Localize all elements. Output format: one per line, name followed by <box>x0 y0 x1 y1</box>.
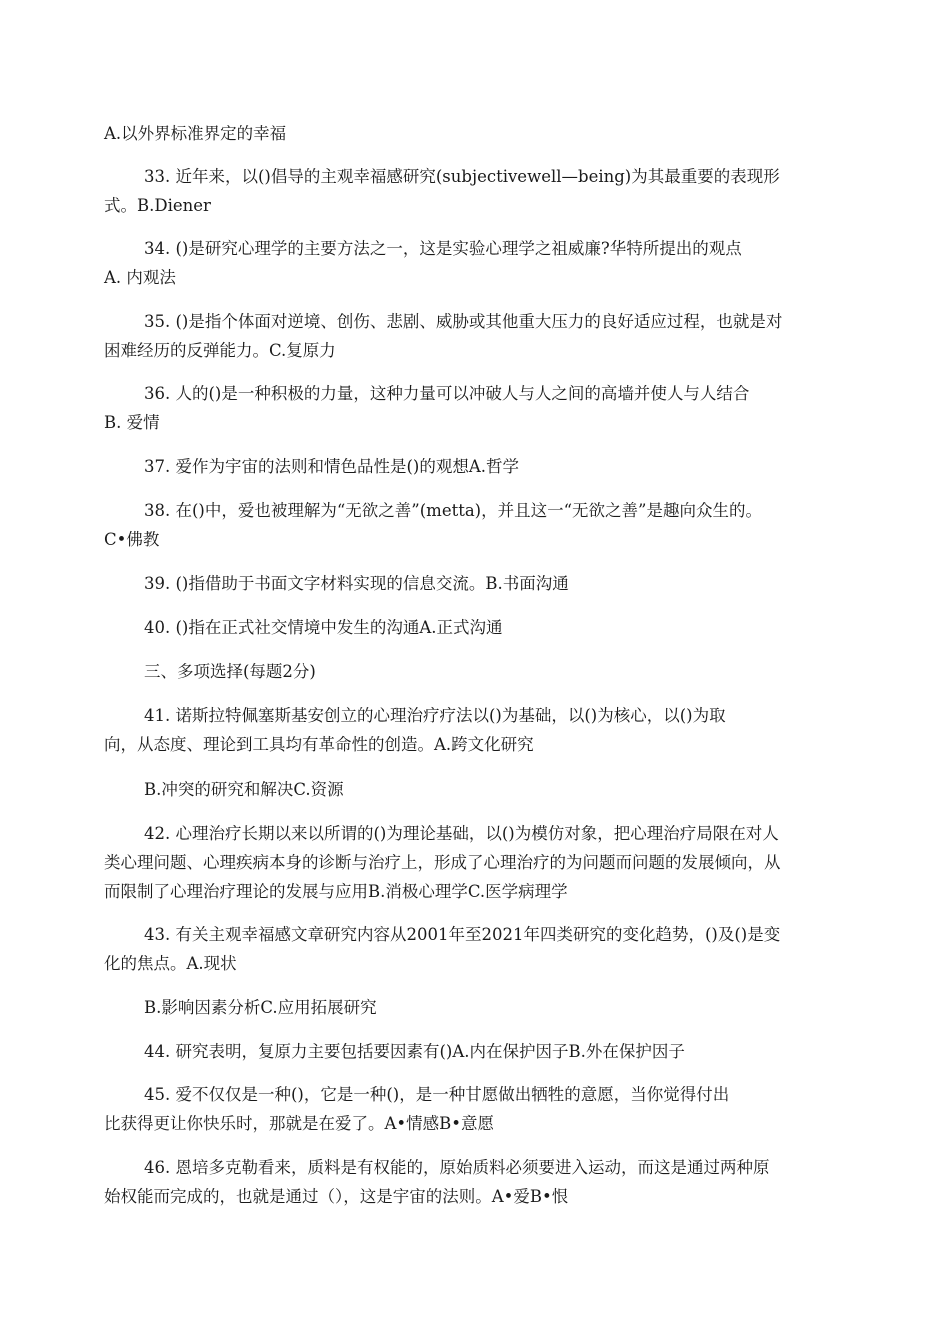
text-line: 向，从态度、理论到工具均有革命性的创造。A.跨文化研究 <box>104 735 534 754</box>
section-heading-multiple-choice <box>104 657 884 686</box>
text-line: A. 内观法 <box>104 268 176 287</box>
text-line: 42. 心理治疗长期以来以所谓的()为理论基础，以()为模仿对象，把心理治疗局限在对人 <box>144 824 779 843</box>
text-line: C•佛教 <box>104 530 160 549</box>
text-line: 困难经历的反弹能力。C.复原力 <box>104 341 336 360</box>
question-33 <box>104 162 884 220</box>
question-36 <box>104 379 884 437</box>
question-46 <box>104 1153 884 1211</box>
text-line: A.以外界标准界定的幸福 <box>104 124 287 143</box>
text-line: B.冲突的研究和解决C.资源 <box>144 780 344 799</box>
question-43 <box>104 920 884 978</box>
question-43-options <box>104 993 884 1022</box>
text-line: 44. 研究表明，复原力主要包括要因素有()A.内在保护因子B.外在保护因子 <box>144 1042 685 1061</box>
text-line: 38. 在()中，爱也被理解为“无欲之善”(metta)，并且这一“无欲之善”是趣向众生的。 <box>144 501 762 520</box>
text-line: 而限制了心理治疗理论的发展与应用B.消极心理学C.医学病理学 <box>104 882 568 901</box>
text-line: 比获得更让你快乐时，那就是在爱了。A•情感B•意愿 <box>104 1114 495 1133</box>
question-39 <box>104 569 884 598</box>
text-line: 41. 诺斯拉特佩塞斯基安创立的心理治疗疗法以()为基础，以()为核心，以()为取 <box>144 706 726 725</box>
text-line: 40. ()指在正式社交情境中发生的沟通A.正式沟通 <box>144 618 503 637</box>
text-line: 45. 爱不仅仅是一种()，它是一种()，是一种甘愿做出牺牲的意愿，当你觉得付出 <box>144 1085 730 1104</box>
question-41 <box>104 701 884 759</box>
text-line: 37. 爱作为宇宙的法则和情色品性是()的观想A.哲学 <box>144 457 520 476</box>
question-45 <box>104 1080 884 1138</box>
answer-line-a <box>104 119 884 148</box>
question-37 <box>104 452 884 481</box>
question-35 <box>104 307 884 365</box>
question-38 <box>104 496 884 554</box>
text-line: B. 爱情 <box>104 413 160 432</box>
question-42 <box>104 819 884 906</box>
text-line: 39. ()指借助于书面文字材料实现的信息交流。B.书面沟通 <box>144 574 569 593</box>
text-line: 33. 近年来，以()倡导的主观幸福感研究(subjectivewell—being)为其最重要的表现形 <box>144 167 780 186</box>
text-line: B.影响因素分析C.应用拓展研究 <box>144 998 377 1017</box>
text-line: 46. 恩培多克勒看来，质料是有权能的，原始质料必须要进入运动，而这是通过两种原 <box>144 1158 770 1177</box>
text-line: 三、多项选择(每题2分) <box>144 662 316 681</box>
text-line: 类心理问题、心理疾病本身的诊断与治疗上，形成了心理治疗的为问题而问题的发展倾向，从 <box>104 853 781 872</box>
text-line: 34. ()是研究心理学的主要方法之一，这是实验心理学之祖威廉?华特所提出的观点 <box>144 239 742 258</box>
text-line: 始权能而完成的，也就是通过（），这是宇宙的法则。A•爱B•恨 <box>104 1187 569 1206</box>
question-40 <box>104 613 884 642</box>
text-line: 36. 人的()是一种积极的力量，这种力量可以冲破人与人之间的高墙并使人与人结合 <box>144 384 750 403</box>
question-44 <box>104 1037 884 1066</box>
text-line: 43. 有关主观幸福感文章研究内容从2001年至2021年四类研究的变化趋势，()及()是变 <box>144 925 781 944</box>
question-34 <box>104 234 884 292</box>
question-41-options <box>104 775 884 804</box>
text-line: 35. ()是指个体面对逆境、创伤、悲剧、威胁或其他重大压力的良好适应过程，也就是对 <box>144 312 783 331</box>
text-line: 化的焦点。A.现状 <box>104 954 237 973</box>
text-line: 式。B.Diener <box>104 196 211 215</box>
